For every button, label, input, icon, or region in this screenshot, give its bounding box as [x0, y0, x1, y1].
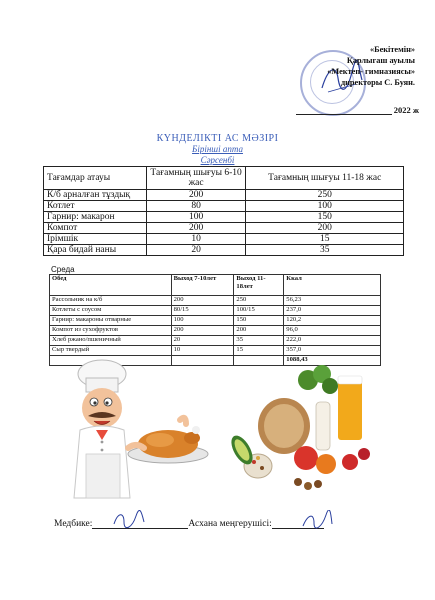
approval-line-1: «Бекітемін» — [369, 45, 415, 54]
table-row — [50, 316, 381, 326]
portion-large: 250 — [234, 296, 284, 306]
approval-date — [296, 105, 419, 115]
date-blank — [296, 114, 392, 115]
portion-large: 250 — [246, 190, 404, 201]
menu-week: Бірінші апта — [192, 144, 243, 154]
portion-large: 200 — [234, 326, 284, 336]
portion-large: 15 — [234, 346, 284, 356]
approval-line-4: директоры С. Буян. — [340, 78, 415, 87]
portion-small: 100 — [146, 212, 246, 223]
table-row — [44, 201, 404, 212]
dish-name: Ірімшік — [44, 234, 147, 245]
kcal-value: 222,0 — [284, 336, 381, 346]
portion-large: 35 — [246, 245, 404, 256]
portion-small: 200 — [171, 326, 234, 336]
portion-small: 80 — [146, 201, 246, 212]
header-11-18: Выход 11-18лет — [234, 275, 284, 296]
portion-small: 100 — [171, 316, 234, 326]
portion-large: 100/15 — [234, 306, 284, 316]
nurse-signature — [112, 510, 146, 530]
ru-day-label: Среда — [51, 265, 75, 274]
approval-year: 2022 ж — [393, 105, 419, 115]
table-row — [44, 190, 404, 201]
portion-small: 200 — [171, 296, 234, 306]
chef-figure — [74, 360, 130, 498]
table-header-row — [50, 275, 381, 296]
chef-and-food-illustration — [72, 358, 390, 510]
dish-name: К/б арналған тұздық — [44, 190, 147, 201]
approval-line-2: Қарлыгаш ауылы — [346, 56, 415, 65]
portion-small: 10 — [146, 234, 246, 245]
table-row — [50, 346, 381, 356]
portion-small: 200 — [146, 223, 246, 234]
table-row — [50, 306, 381, 316]
dish-name: Сыр твердый — [50, 346, 172, 356]
kcal-value: 56,23 — [284, 296, 381, 306]
cook-label: Асхана меңгерушісі: — [188, 519, 272, 529]
portion-small: 20 — [146, 245, 246, 256]
table-row — [44, 234, 404, 245]
nurse-label: Медбике: — [54, 519, 93, 529]
table-row — [44, 245, 404, 256]
cook-signature — [300, 510, 334, 530]
header-dish: Тағамдар атауы — [44, 167, 147, 190]
portion-large: 150 — [234, 316, 284, 326]
menu-day: Сәрсенбі — [200, 155, 235, 165]
header-11-18: Тағамның шығуы 11-18 жас — [246, 167, 404, 190]
dish-name: Рассольник на к/б — [50, 296, 172, 306]
header-kcal: Ккал — [284, 275, 381, 296]
approval-line-3: «Мектеп- гимназиясы» — [327, 67, 415, 76]
portion-small: 20 — [171, 336, 234, 346]
table-row — [44, 212, 404, 223]
menu-title: КҮНДЕЛІКТІ АС МӘЗІРІ — [156, 133, 279, 144]
table-row — [50, 296, 381, 306]
header-7-10: Выход 7-10лет — [171, 275, 234, 296]
kcal-value: 237,0 — [284, 306, 381, 316]
dish-name: Котлет — [44, 201, 147, 212]
portion-small: 200 — [146, 190, 246, 201]
dish-name: Хлеб ржано/пшеничный — [50, 336, 172, 346]
dish-name: Котлеты с соусом — [50, 306, 172, 316]
portion-large: 150 — [246, 212, 404, 223]
portion-small: 80/15 — [171, 306, 234, 316]
header-6-10: Тағамның шығуы 6-10 жас — [146, 167, 246, 190]
footer-signatures — [54, 519, 404, 529]
portion-large: 15 — [246, 234, 404, 245]
dish-name: Компот из сухофруктов — [50, 326, 172, 336]
portion-large: 200 — [246, 223, 404, 234]
dish-name: Қара бидай наны — [44, 245, 147, 256]
table-row — [50, 326, 381, 336]
total-kcal: 1088,43 — [284, 356, 381, 366]
kcal-value: 96,0 — [284, 326, 381, 336]
table-row — [50, 336, 381, 346]
kcal-value: 120,2 — [284, 316, 381, 326]
portion-large: 100 — [246, 201, 404, 212]
header-lunch: Обед — [50, 275, 172, 296]
table-header-row — [44, 167, 404, 190]
portion-small: 10 — [171, 346, 234, 356]
ru-menu-table — [49, 274, 381, 366]
dish-name: Гарнир: макарон — [44, 212, 147, 223]
roast-chicken — [128, 418, 208, 463]
table-row — [44, 223, 404, 234]
food-still-life — [227, 365, 370, 490]
portion-large: 35 — [234, 336, 284, 346]
approval-block — [245, 44, 415, 88]
kcal-value: 357,0 — [284, 346, 381, 356]
kz-menu-table — [43, 166, 404, 256]
dish-name: Гарнир: макароны отварные — [50, 316, 172, 326]
dish-name: Компот — [44, 223, 147, 234]
